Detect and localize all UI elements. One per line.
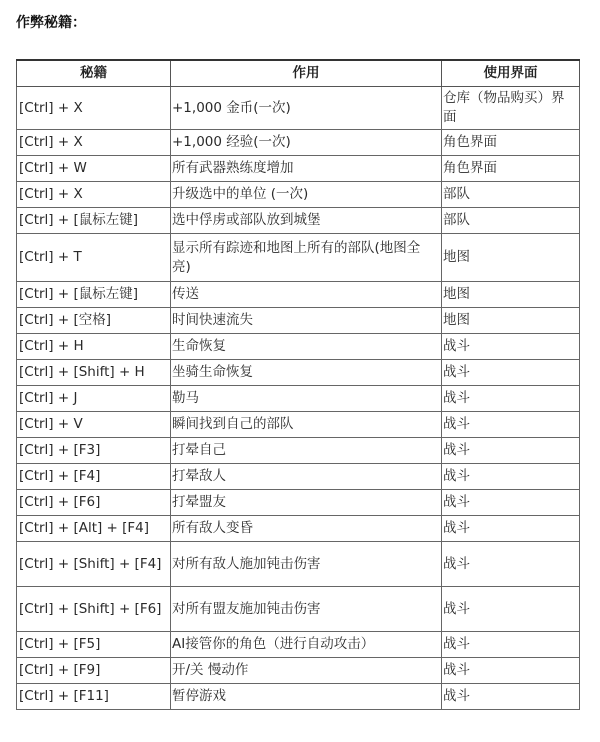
cheat-interface: 战斗 (442, 684, 580, 710)
table-row (17, 156, 580, 182)
table-row (17, 308, 580, 334)
cheat-interface: 地图 (442, 308, 580, 334)
cheat-interface: 战斗 (442, 542, 580, 587)
cheat-effect: 对所有盟友施加钝击伤害 (171, 587, 442, 632)
cheat-interface: 地图 (442, 234, 580, 282)
cheat-interface: 地图 (442, 282, 580, 308)
cheat-key: [Ctrl] + H (17, 334, 171, 360)
column-header-interface: 使用界面 (442, 60, 580, 87)
table-row (17, 587, 580, 632)
cheat-effect: 传送 (171, 282, 442, 308)
cheat-key: [Ctrl] + X (17, 87, 171, 130)
table-row (17, 632, 580, 658)
table-row (17, 658, 580, 684)
cheat-key: [Ctrl] + [Shift] + [F4] (17, 542, 171, 587)
cheat-effect: 打晕自己 (171, 438, 442, 464)
cheat-key: [Ctrl] + X (17, 182, 171, 208)
cheat-effect: 对所有敌人施加钝击伤害 (171, 542, 442, 587)
cheat-effect: 选中俘虏或部队放到城堡 (171, 208, 442, 234)
cheat-effect: AI接管你的角色（进行自动攻击） (171, 632, 442, 658)
table-row (17, 412, 580, 438)
page-title: 作弊秘籍： (16, 15, 86, 31)
cheat-effect: 打晕盟友 (171, 490, 442, 516)
column-header-effect: 作用 (171, 60, 442, 87)
cheat-effect: 勒马 (171, 386, 442, 412)
cheat-key: [Ctrl] + [Shift] + H (17, 360, 171, 386)
table-row (17, 490, 580, 516)
cheat-interface: 角色界面 (442, 130, 580, 156)
cheat-effect: 打晕敌人 (171, 464, 442, 490)
cheat-effect: 开/关 慢动作 (171, 658, 442, 684)
cheat-key: [Ctrl] + W (17, 156, 171, 182)
table-row (17, 386, 580, 412)
cheat-key: [Ctrl] + T (17, 234, 171, 282)
column-header-cheat: 秘籍 (17, 60, 171, 87)
cheat-effect: 所有武器熟练度增加 (171, 156, 442, 182)
cheat-interface: 角色界面 (442, 156, 580, 182)
cheat-interface: 战斗 (442, 658, 580, 684)
cheat-effect: +1,000 金币(一次) (171, 87, 442, 130)
cheat-interface: 战斗 (442, 464, 580, 490)
table-row (17, 542, 580, 587)
cheat-effect: 升级选中的单位 (一次) (171, 182, 442, 208)
table-row (17, 234, 580, 282)
cheat-key: [Ctrl] + [F4] (17, 464, 171, 490)
cheat-effect: 瞬间找到自己的部队 (171, 412, 442, 438)
cheat-interface: 战斗 (442, 334, 580, 360)
table-row (17, 182, 580, 208)
cheat-interface: 战斗 (442, 438, 580, 464)
cheat-interface: 战斗 (442, 412, 580, 438)
cheat-effect: 时间快速流失 (171, 308, 442, 334)
cheat-effect: 暂停游戏 (171, 684, 442, 710)
cheat-effect: 显示所有踪迹和地图上所有的部队(地图全亮) (171, 234, 442, 282)
cheat-key: [Ctrl] + J (17, 386, 171, 412)
cheat-interface: 部队 (442, 182, 580, 208)
cheat-interface: 仓库（物品购买）界面 (442, 87, 580, 130)
cheat-key: [Ctrl] + [F9] (17, 658, 171, 684)
cheat-key: [Ctrl] + [F5] (17, 632, 171, 658)
table-row (17, 516, 580, 542)
cheat-effect: 生命恢复 (171, 334, 442, 360)
table-row (17, 334, 580, 360)
cheat-key: [Ctrl] + [Shift] + [F6] (17, 587, 171, 632)
cheat-interface: 战斗 (442, 516, 580, 542)
table-row (17, 208, 580, 234)
cheat-key: [Ctrl] + X (17, 130, 171, 156)
table-row (17, 684, 580, 710)
cheat-interface: 战斗 (442, 490, 580, 516)
cheat-key: [Ctrl] + [鼠标左键] (17, 282, 171, 308)
table-row (17, 282, 580, 308)
table-header-row (17, 60, 580, 87)
table-row (17, 87, 580, 130)
table-row (17, 360, 580, 386)
cheat-effect: +1,000 经验(一次) (171, 130, 442, 156)
cheat-interface: 战斗 (442, 587, 580, 632)
table-row (17, 130, 580, 156)
cheat-interface: 部队 (442, 208, 580, 234)
cheat-key: [Ctrl] + V (17, 412, 171, 438)
cheat-key: [Ctrl] + [鼠标左键] (17, 208, 171, 234)
cheat-interface: 战斗 (442, 386, 580, 412)
cheat-effect: 坐骑生命恢复 (171, 360, 442, 386)
cheat-effect: 所有敌人变昏 (171, 516, 442, 542)
cheat-key: [Ctrl] + [F3] (17, 438, 171, 464)
cheat-key: [Ctrl] + [空格] (17, 308, 171, 334)
cheat-interface: 战斗 (442, 360, 580, 386)
cheat-interface: 战斗 (442, 632, 580, 658)
table-row (17, 438, 580, 464)
cheat-key: [Ctrl] + [F11] (17, 684, 171, 710)
table-row (17, 464, 580, 490)
cheat-key: [Ctrl] + [Alt] + [F4] (17, 516, 171, 542)
cheat-codes-table (16, 59, 580, 710)
cheat-key: [Ctrl] + [F6] (17, 490, 171, 516)
